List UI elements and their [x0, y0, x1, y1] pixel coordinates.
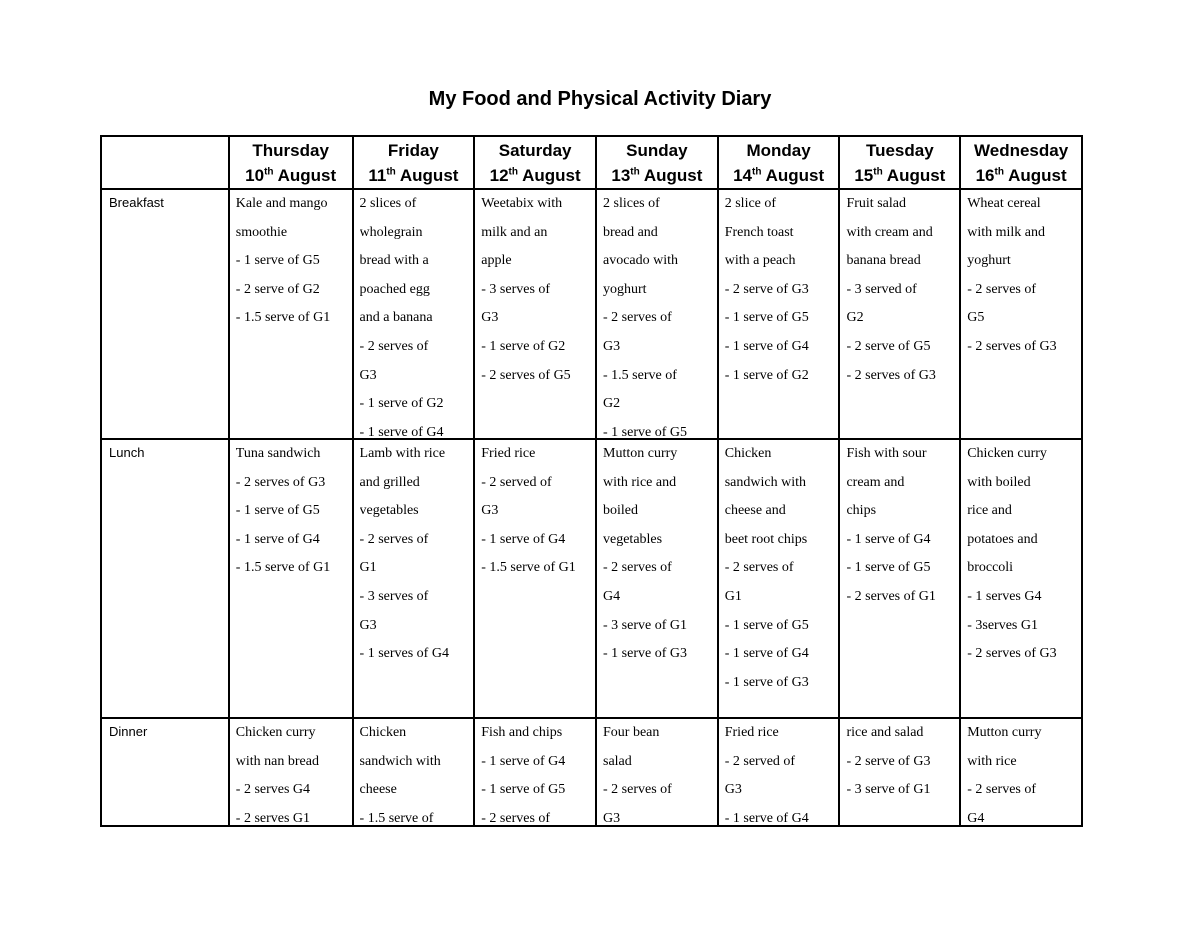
entry-line: G1 — [359, 560, 377, 576]
day-name: Tuesday — [865, 141, 934, 160]
entry-line: G3 — [359, 617, 377, 633]
entry-line: banana bread — [846, 253, 921, 269]
meal-row-breakfast — [101, 189, 1082, 439]
entry-line: with a peach — [724, 253, 796, 269]
day-month: August — [277, 166, 337, 185]
meal-entry — [725, 190, 836, 438]
entry-line: Four bean — [603, 725, 660, 740]
entry-line: - 1 serve of G4 — [846, 531, 931, 547]
meal-entry — [236, 440, 349, 717]
day-number: 10 — [245, 166, 265, 185]
entry-line: Fish and chips — [481, 725, 563, 740]
day-header-sunday — [596, 136, 718, 189]
meal-entry — [481, 719, 592, 825]
meal-label: Dinner — [101, 718, 229, 826]
entry-line: - 1 serve of G2 — [481, 338, 566, 354]
meal-entry — [846, 719, 956, 825]
entry-line: - 2 served of — [724, 753, 796, 769]
meal-entry — [236, 190, 349, 438]
meal-entry — [603, 190, 714, 438]
entry-line: - 2 serves of — [967, 782, 1037, 798]
meal-entry — [360, 719, 471, 825]
entry-line: G5 — [967, 310, 985, 326]
day-month: August — [765, 166, 825, 185]
meal-row-dinner — [101, 718, 1082, 826]
meal-entry-cell — [960, 189, 1082, 439]
entry-line: and a banana — [359, 310, 433, 326]
meal-entry-cell — [839, 718, 960, 826]
entry-line: rice and — [967, 503, 1012, 519]
day-suffix: th — [264, 166, 274, 178]
entry-line: - 1 serve of G5 — [235, 253, 320, 269]
entry-line: yoghurt — [967, 253, 1011, 269]
day-suffix: th — [994, 166, 1004, 178]
corner-cell — [101, 136, 229, 189]
entry-line: G2 — [603, 396, 621, 412]
entry-line: - 2 serve of G5 — [846, 338, 931, 354]
meal-entry — [481, 190, 592, 438]
entry-line: - 1 serve of G4 — [724, 810, 809, 825]
day-suffix: th — [873, 166, 883, 178]
entry-line: bread and — [603, 224, 658, 240]
day-header-saturday — [474, 136, 596, 189]
entry-line: - 3 serve of G1 — [846, 782, 931, 798]
entry-line: potatoes and — [967, 531, 1038, 547]
page-title: My Food and Physical Activity Diary — [428, 88, 772, 110]
entry-line: G3 — [603, 338, 621, 354]
entry-line: vegetables — [359, 503, 419, 519]
day-date — [961, 163, 1081, 188]
entry-line: - 1 serve of G5 — [846, 560, 931, 576]
day-name: Monday — [746, 141, 811, 160]
meal-entry — [967, 190, 1078, 438]
day-suffix: th — [508, 166, 518, 178]
entry-line: - 2 serves of — [603, 782, 672, 798]
entry-line: Wheat cereal — [967, 196, 1041, 211]
entry-line: - 1.5 serve of — [603, 367, 677, 383]
entry-line: Fried rice — [481, 446, 536, 461]
entry-line: - 1 serve of G4 — [481, 531, 566, 547]
day-header-thursday — [229, 136, 353, 189]
day-suffix: th — [752, 166, 762, 178]
entry-line: cheese — [359, 782, 397, 798]
entry-line: avocado with — [603, 253, 679, 269]
entry-line: - 1 serve of G2 — [359, 396, 444, 412]
day-name: Saturday — [498, 141, 572, 160]
entry-line: with boiled — [967, 474, 1031, 490]
day-name: Wednesday — [974, 141, 1069, 160]
entry-line: G3 — [724, 782, 742, 798]
entry-line: - 1 serve of G5 — [724, 310, 809, 326]
meal-entry-cell — [474, 439, 596, 718]
entry-line: G4 — [967, 810, 985, 825]
day-month: August — [1008, 166, 1067, 185]
entry-line: Tuna sandwich — [235, 446, 321, 461]
meal-entry — [725, 440, 836, 717]
entry-line: - 1 serve of G4 — [724, 338, 809, 354]
entry-line: 2 slices of — [603, 196, 660, 211]
entry-line: and grilled — [359, 474, 420, 490]
entry-line: poached egg — [359, 281, 430, 297]
day-month: August — [886, 166, 946, 185]
entry-line: yoghurt — [603, 281, 647, 297]
entry-line: - 2 serve of G3 — [724, 281, 809, 297]
meal-entry-cell — [839, 439, 960, 718]
entry-line: - 1 serve of G3 — [724, 674, 809, 690]
day-number: 16 — [975, 166, 995, 185]
meal-entry-cell — [596, 718, 718, 826]
entry-line: 2 slice of — [724, 196, 777, 211]
entry-line: - 1 serve of G4 — [359, 424, 444, 438]
day-header-friday — [353, 136, 475, 189]
day-header-wednesday — [960, 136, 1082, 189]
day-number: 14 — [733, 166, 753, 185]
meal-row-lunch — [101, 439, 1082, 718]
entry-line: - 2 serve of G3 — [846, 753, 931, 769]
entry-line: - 2 serves of G1 — [846, 588, 936, 604]
meal-entry — [481, 440, 592, 717]
entry-line: - 2 served of — [481, 474, 552, 490]
entry-line: sandwich with — [724, 474, 806, 490]
meal-entry — [236, 719, 349, 825]
meal-entry-cell — [960, 718, 1082, 826]
entry-line: Chicken curry — [235, 725, 316, 740]
entry-line: wholegrain — [359, 224, 423, 240]
day-date — [597, 163, 717, 188]
entry-line: apple — [481, 253, 512, 269]
entry-line: G3 — [481, 310, 499, 326]
entry-line: - 3serves G1 — [967, 617, 1038, 633]
meal-entry-cell — [229, 189, 353, 439]
meal-entry — [846, 190, 956, 438]
entry-line: Fish with sour — [846, 446, 927, 461]
meal-entry-cell — [229, 439, 353, 718]
meal-label: Breakfast — [101, 189, 229, 439]
entry-line: G4 — [603, 588, 621, 604]
entry-line: - 1 serve of G5 — [481, 782, 566, 798]
entry-line: - 2 serves of — [359, 531, 429, 547]
meal-entry-cell — [718, 439, 840, 718]
day-date — [354, 163, 474, 188]
entry-line: Lamb with rice — [359, 446, 446, 461]
meal-entry-cell — [718, 189, 840, 439]
entry-line: boiled — [603, 503, 638, 519]
entry-line: beet root chips — [724, 531, 808, 547]
entry-line: G3 — [481, 503, 499, 519]
entry-line: G1 — [724, 588, 742, 604]
day-suffix: th — [386, 166, 396, 178]
meal-entry-cell — [353, 718, 475, 826]
entry-line: Chicken — [724, 446, 772, 461]
day-month: August — [522, 166, 581, 185]
meal-entry-cell — [474, 189, 596, 439]
entry-line: - 3 serves of — [481, 281, 551, 297]
entry-line: - 1.5 serve of — [359, 810, 434, 825]
entry-line: - 2 serve of G2 — [235, 281, 320, 297]
entry-line: sandwich with — [359, 753, 441, 769]
entry-line: with nan bread — [235, 753, 319, 769]
day-name: Friday — [387, 141, 439, 160]
diary-table — [100, 135, 1083, 827]
meal-entry — [967, 719, 1078, 825]
entry-line: - 2 serves of G3 — [967, 646, 1057, 662]
entry-line: - 1 serve of G5 — [603, 424, 687, 438]
entry-line: - 1 serve of G4 — [481, 753, 566, 769]
entry-line: Fried rice — [724, 725, 779, 740]
meal-entry-cell — [839, 189, 960, 439]
entry-line: with cream and — [846, 224, 933, 240]
meal-entry-cell — [960, 439, 1082, 718]
meal-entry-cell — [474, 718, 596, 826]
entry-line: - 2 serves G4 — [235, 782, 311, 798]
entry-line: French toast — [724, 224, 794, 240]
day-month: August — [643, 166, 703, 185]
entry-line: - 2 serves of — [603, 560, 672, 576]
entry-line: - 3 serves of — [359, 588, 429, 604]
entry-line: - 2 serves of — [724, 560, 794, 576]
entry-line: with milk and — [967, 224, 1045, 240]
entry-line: Mutton curry — [967, 725, 1042, 740]
meal-label: Lunch — [101, 439, 229, 718]
meal-entry — [967, 440, 1078, 717]
entry-line: Kale and mango — [235, 196, 328, 211]
day-number: 12 — [489, 166, 509, 185]
meal-entry-cell — [596, 189, 718, 439]
entry-line: with rice — [967, 753, 1017, 769]
meal-entry — [360, 190, 471, 438]
entry-line: salad — [603, 753, 632, 769]
entry-line: Fruit salad — [846, 196, 906, 211]
day-name: Thursday — [252, 141, 329, 160]
entry-line: G2 — [846, 310, 864, 326]
day-name: Sunday — [626, 141, 688, 160]
entry-line: Weetabix with — [481, 196, 563, 211]
meal-entry — [846, 440, 956, 717]
day-number: 11 — [368, 166, 387, 185]
day-number: 15 — [854, 166, 874, 185]
entry-line: rice and salad — [846, 725, 924, 740]
entry-line: - 2 serves of G3 — [235, 474, 326, 490]
entry-line: - 2 serves of — [481, 810, 551, 825]
day-number: 13 — [611, 166, 631, 185]
entry-line: - 3 serve of G1 — [603, 617, 687, 633]
entry-line: with rice and — [603, 474, 677, 490]
meal-entry — [603, 440, 714, 717]
meal-entry — [725, 719, 836, 825]
day-date — [230, 163, 352, 188]
entry-line: - 2 serves of — [359, 338, 429, 354]
entry-line: - 1 serve of G4 — [724, 646, 809, 662]
entry-line: G3 — [603, 810, 621, 825]
entry-line: - 1 serve of G5 — [235, 503, 320, 519]
meal-entry-cell — [353, 189, 475, 439]
day-date — [719, 163, 839, 188]
day-month: August — [399, 166, 459, 185]
entry-line: milk and an — [481, 224, 548, 240]
entry-line: bread with a — [359, 253, 429, 269]
meal-entry-cell — [353, 439, 475, 718]
entry-line: - 2 serves of G3 — [967, 338, 1057, 354]
day-date — [475, 163, 595, 188]
entry-line: 2 slices of — [359, 196, 417, 211]
entry-line: - 3 served of — [846, 281, 917, 297]
day-header-tuesday — [839, 136, 960, 189]
entry-line: - 1.5 serve of G1 — [235, 560, 331, 576]
entry-line: - 2 serves of G3 — [846, 367, 936, 383]
entry-line: - 1 serves of G4 — [359, 646, 449, 662]
meal-entry-cell — [229, 718, 353, 826]
entry-line: Mutton curry — [603, 446, 678, 461]
entry-line: - 2 serves of — [967, 281, 1037, 297]
entry-line: cream and — [846, 474, 905, 490]
entry-line: - 1 serves G4 — [967, 588, 1042, 604]
day-suffix: th — [630, 166, 640, 178]
entry-line: vegetables — [603, 531, 663, 547]
day-header-monday — [718, 136, 840, 189]
entry-line: - 2 serves G1 — [235, 810, 311, 825]
entry-line: - 1.5 serve of G1 — [235, 310, 331, 326]
entry-line: Chicken — [359, 725, 407, 740]
meal-entry-cell — [718, 718, 840, 826]
entry-line: - 2 serves of — [603, 310, 672, 326]
entry-line: broccoli — [967, 560, 1014, 576]
entry-line: Chicken curry — [967, 446, 1047, 461]
entry-line: G3 — [359, 367, 377, 383]
entry-line: - 1 serve of G4 — [235, 531, 320, 547]
meal-entry — [360, 440, 471, 717]
entry-line: chips — [846, 503, 877, 519]
day-date — [840, 163, 959, 188]
entry-line: - 1 serve of G5 — [724, 617, 809, 633]
header-row — [101, 136, 1082, 189]
entry-line: smoothie — [235, 224, 288, 240]
entry-line: cheese and — [724, 503, 786, 519]
meal-entry-cell — [596, 439, 718, 718]
entry-line: - 1 serve of G2 — [724, 367, 809, 383]
entry-line: - 2 serves of G5 — [481, 367, 571, 383]
meal-entry — [603, 719, 714, 825]
entry-line: - 1.5 serve of G1 — [481, 560, 576, 576]
entry-line: - 1 serve of G3 — [603, 646, 687, 662]
